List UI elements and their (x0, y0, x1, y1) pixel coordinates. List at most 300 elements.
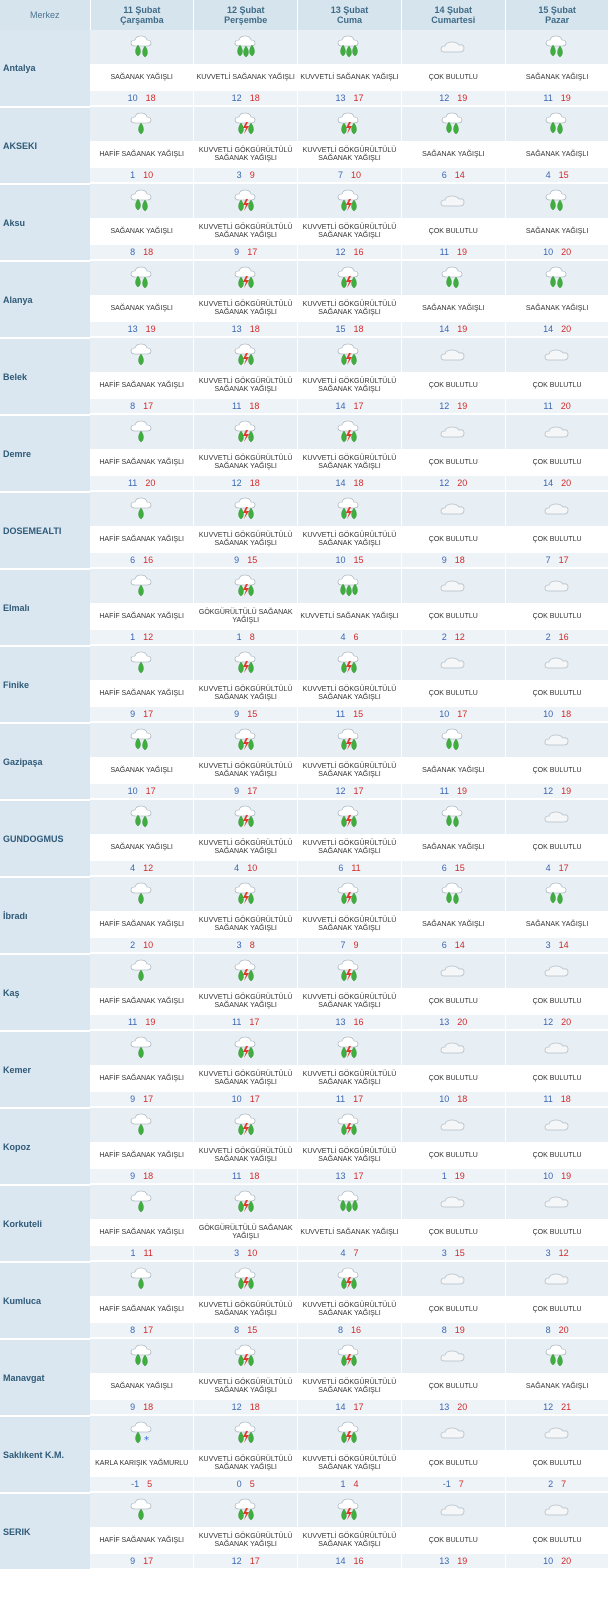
max-temperature: 17 (249, 1017, 260, 1027)
city-name[interactable]: Kaş (0, 954, 90, 1031)
mostly-cloudy-icon (506, 800, 609, 834)
light-shower-rain-icon (90, 492, 193, 526)
min-temperature: 2 (545, 632, 551, 642)
temperature-range (298, 553, 401, 569)
day-forecast-cell (298, 1416, 402, 1493)
thunderstorm-shower-icon (194, 723, 297, 757)
max-temperature: 17 (249, 1094, 260, 1104)
temperature-range (194, 1554, 297, 1570)
day-forecast-cell (90, 1185, 194, 1262)
day-header (401, 0, 505, 30)
temperature-range (402, 399, 505, 415)
temperature-range (298, 630, 401, 646)
min-temperature: 3 (545, 940, 551, 950)
weather-description: KUVVETLİ GÖKGÜRÜLTÜLÜ SAĞANAK YAĞIŞLI (194, 757, 297, 784)
weather-description: KUVVETLİ GÖKGÜRÜLTÜLÜ SAĞANAK YAĞIŞLI (194, 1065, 297, 1092)
weather-description: KUVVETLİ GÖKGÜRÜLTÜLÜ SAĞANAK YAĞIŞLI (194, 1373, 297, 1400)
max-temperature: 7 (561, 1479, 567, 1489)
min-temperature: 1 (340, 1479, 346, 1489)
day-forecast-cell (401, 30, 505, 107)
light-shower-rain-icon (90, 954, 193, 988)
weather-description: SAĞANAK YAĞIŞLI (402, 141, 505, 168)
max-temperature: 20 (561, 478, 572, 488)
weather-description: ÇOK BULUTLU (506, 449, 609, 476)
day-forecast-cell (90, 1339, 194, 1416)
max-temperature: 19 (457, 324, 468, 334)
weather-description: KUVVETLİ GÖKGÜRÜLTÜLÜ SAĞANAK YAĞIŞLI (298, 1450, 401, 1477)
temperature-range (90, 1323, 193, 1339)
temperature-range (402, 1323, 505, 1339)
max-temperature: 4 (353, 1479, 359, 1489)
day-forecast-cell (194, 1185, 298, 1262)
temperature-range (90, 1400, 193, 1416)
day-forecast-cell (90, 492, 194, 569)
min-temperature: 9 (234, 786, 240, 796)
min-temperature: 12 (231, 1402, 242, 1412)
weather-description: KUVVETLİ GÖKGÜRÜLTÜLÜ SAĞANAK YAĞIŞLI (298, 449, 401, 476)
thunderstorm-shower-icon (194, 1493, 297, 1527)
min-temperature: 10 (439, 1094, 450, 1104)
min-temperature: 13 (439, 1402, 450, 1412)
day-forecast-cell (401, 1108, 505, 1185)
city-name[interactable]: Gazipaşa (0, 723, 90, 800)
city-name[interactable]: Finike (0, 646, 90, 723)
weather-description: KUVVETLİ GÖKGÜRÜLTÜLÜ SAĞANAK YAĞIŞLI (298, 680, 401, 707)
temperature-range (194, 938, 297, 954)
min-temperature: 11 (232, 1171, 242, 1181)
day-forecast-cell (298, 877, 402, 954)
day-forecast-cell (401, 107, 505, 184)
weather-description: HAFİF SAĞANAK YAĞIŞLI (90, 988, 193, 1015)
temperature-range (506, 861, 609, 877)
weather-description: ÇOK BULUTLU (506, 757, 609, 784)
city-name[interactable]: İbradı (0, 877, 90, 954)
weather-description: ÇOK BULUTLU (402, 1296, 505, 1323)
day-forecast-cell (505, 1262, 609, 1339)
min-temperature: -1 (442, 1479, 451, 1489)
max-temperature: 16 (558, 632, 569, 642)
mostly-cloudy-icon (402, 338, 505, 372)
heavy-shower-rain-icon (194, 30, 297, 64)
city-name[interactable]: GUNDOGMUS (0, 800, 90, 877)
day-forecast-cell (90, 954, 194, 1031)
weather-description: KUVVETLİ SAĞANAK YAĞIŞLI (194, 64, 297, 91)
max-temperature: 18 (249, 93, 260, 103)
day-header (90, 0, 194, 30)
max-temperature: 20 (561, 1556, 572, 1566)
weather-description: HAFİF SAĞANAK YAĞIŞLI (90, 141, 193, 168)
thunderstorm-shower-icon (298, 800, 401, 834)
day-forecast-cell (194, 646, 298, 723)
weather-description: ÇOK BULUTLU (402, 680, 505, 707)
max-temperature: 5 (249, 1479, 255, 1489)
city-name[interactable]: Kemer (0, 1031, 90, 1108)
max-temperature: 9 (249, 170, 255, 180)
min-temperature: 3 (236, 170, 242, 180)
min-temperature: 8 (545, 1325, 551, 1335)
day-forecast-cell (401, 877, 505, 954)
day-date: 15 Şubat (538, 5, 576, 15)
day-forecast-cell (90, 338, 194, 415)
temperature-range (90, 938, 193, 954)
weather-description: ÇOK BULUTLU (506, 1296, 609, 1323)
mostly-cloudy-icon (402, 646, 505, 680)
day-forecast-cell (505, 1185, 609, 1262)
weather-description: HAFİF SAĞANAK YAĞIŞLI (90, 911, 193, 938)
city-name[interactable]: DOSEMEALTI (0, 492, 90, 569)
min-temperature: 11 (127, 478, 138, 488)
city-name[interactable]: Aksu (0, 184, 90, 261)
min-temperature: 12 (231, 1556, 242, 1566)
max-temperature: 8 (249, 940, 255, 950)
min-temperature: 1 (441, 1171, 447, 1181)
thunderstorm-shower-icon (194, 184, 297, 218)
day-forecast-cell (194, 1108, 298, 1185)
day-forecast-cell (505, 338, 609, 415)
weather-description: KUVVETLİ GÖKGÜRÜLTÜLÜ SAĞANAK YAĞIŞLI (194, 911, 297, 938)
min-temperature: 11 (232, 1017, 242, 1027)
thunderstorm-shower-icon (194, 1416, 297, 1450)
min-temperature: 4 (545, 863, 551, 873)
weather-description: KUVVETLİ GÖKGÜRÜLTÜLÜ SAĞANAK YAĞIŞLI (298, 218, 401, 245)
mostly-cloudy-icon (506, 646, 609, 680)
temperature-range (194, 91, 297, 107)
temperature-range (90, 707, 193, 723)
max-temperature: 11 (143, 1248, 153, 1258)
max-temperature: 17 (143, 709, 154, 719)
min-temperature: 12 (335, 247, 346, 257)
temperature-range (298, 245, 401, 261)
weather-description: KUVVETLİ GÖKGÜRÜLTÜLÜ SAĞANAK YAĞIŞLI (194, 834, 297, 861)
weather-description: KUVVETLİ SAĞANAK YAĞIŞLI (298, 603, 401, 630)
day-date: 12 Şubat (226, 5, 265, 15)
day-forecast-cell (298, 1339, 402, 1416)
min-temperature: 6 (441, 863, 447, 873)
day-forecast-cell (401, 338, 505, 415)
weather-description: KUVVETLİ GÖKGÜRÜLTÜLÜ SAĞANAK YAĞIŞLI (194, 988, 297, 1015)
forecast-row (0, 1185, 609, 1262)
max-temperature: 16 (353, 1017, 364, 1027)
min-temperature: 9 (234, 247, 240, 257)
thunderstorm-shower-icon (194, 877, 297, 911)
mostly-cloudy-icon (402, 1416, 505, 1450)
max-temperature: 17 (249, 1556, 260, 1566)
temperature-range (402, 322, 505, 338)
day-forecast-cell (401, 1185, 505, 1262)
day-header (505, 0, 609, 30)
max-temperature: 15 (353, 555, 364, 565)
min-temperature: 12 (543, 1017, 554, 1027)
weather-description: SAĞANAK YAĞIŞLI (402, 911, 505, 938)
min-temperature: 9 (441, 555, 447, 565)
thunderstorm-shower-icon (194, 1339, 297, 1373)
weather-description: ÇOK BULUTLU (506, 526, 609, 553)
max-temperature: 20 (561, 324, 572, 334)
day-forecast-cell (401, 1262, 505, 1339)
max-temperature: 17 (145, 786, 156, 796)
weather-description: SAĞANAK YAĞIŞLI (90, 64, 193, 91)
min-temperature: 8 (337, 1325, 343, 1335)
forecast-row (0, 415, 609, 492)
day-forecast-cell (194, 492, 298, 569)
light-shower-rain-icon (90, 1493, 193, 1527)
temperature-range (194, 630, 297, 646)
max-temperature: 18 (249, 324, 260, 334)
city-name[interactable]: AKSEKI (0, 107, 90, 184)
day-forecast-cell (298, 954, 402, 1031)
day-forecast-cell (298, 30, 402, 107)
temperature-range (194, 399, 297, 415)
weather-description: SAĞANAK YAĞIŞLI (90, 757, 193, 784)
day-forecast-cell (90, 877, 194, 954)
thunderstorm-shower-icon (194, 1031, 297, 1065)
shower-rain-icon (506, 261, 609, 295)
temperature-range (194, 476, 297, 492)
max-temperature: 17 (353, 1094, 364, 1104)
max-temperature: 18 (249, 1402, 260, 1412)
temperature-range (506, 707, 609, 723)
max-temperature: 18 (353, 324, 364, 334)
max-temperature: 19 (457, 93, 468, 103)
shower-rain-icon (402, 107, 505, 141)
day-forecast-cell (194, 30, 298, 107)
min-temperature: 14 (335, 478, 346, 488)
city-name[interactable]: Korkuteli (0, 1185, 90, 1262)
max-temperature: 19 (454, 1171, 465, 1181)
min-temperature: 9 (130, 1094, 136, 1104)
temperature-range (402, 784, 505, 800)
max-temperature: 17 (558, 863, 569, 873)
min-temperature: 7 (340, 940, 346, 950)
weather-description: SAĞANAK YAĞIŞLI (506, 218, 609, 245)
day-forecast-cell (298, 1262, 402, 1339)
light-shower-rain-icon (90, 569, 193, 603)
min-temperature: 14 (439, 324, 450, 334)
min-temperature: 2 (130, 940, 136, 950)
thunderstorm-shower-icon (298, 261, 401, 295)
temperature-range (402, 630, 505, 646)
svg-text:*: * (143, 1435, 149, 1446)
max-temperature: 15 (454, 1248, 465, 1258)
mostly-cloudy-icon (402, 492, 505, 526)
temperature-range (194, 784, 297, 800)
max-temperature: 18 (561, 709, 572, 719)
max-temperature: 10 (143, 170, 154, 180)
min-temperature: 4 (340, 632, 346, 642)
max-temperature: 12 (143, 863, 154, 873)
temperature-range (506, 322, 609, 338)
temperature-range (298, 476, 401, 492)
forecast-row (0, 723, 609, 800)
weather-description: KUVVETLİ GÖKGÜRÜLTÜLÜ SAĞANAK YAĞIŞLI (194, 526, 297, 553)
weather-description: ÇOK BULUTLU (402, 64, 505, 91)
min-temperature: 3 (441, 1248, 447, 1258)
weather-description: ÇOK BULUTLU (402, 1373, 505, 1400)
day-forecast-cell (298, 800, 402, 877)
min-temperature: 6 (441, 170, 447, 180)
forecast-row (0, 877, 609, 954)
day-date: 13 Şubat (330, 5, 369, 15)
max-temperature: 5 (147, 1479, 153, 1489)
thunderstorm-shower-icon (298, 877, 401, 911)
temperature-range (506, 1477, 609, 1493)
temperature-range (298, 1015, 401, 1031)
weather-description: SAĞANAK YAĞIŞLI (90, 295, 193, 322)
forecast-row (0, 954, 609, 1031)
temperature-range (402, 1169, 505, 1185)
max-temperature: 18 (560, 1094, 571, 1104)
thunderstorm-shower-icon (298, 1493, 401, 1527)
min-temperature: 9 (130, 709, 136, 719)
day-forecast-cell (90, 1108, 194, 1185)
min-temperature: 1 (130, 632, 136, 642)
temperature-range (90, 861, 193, 877)
min-temperature: 11 (335, 1094, 346, 1104)
weather-description: KUVVETLİ GÖKGÜRÜLTÜLÜ SAĞANAK YAĞIŞLI (298, 1373, 401, 1400)
weather-description: KUVVETLİ GÖKGÜRÜLTÜLÜ SAĞANAK YAĞIŞLI (298, 526, 401, 553)
max-temperature: 6 (353, 632, 359, 642)
min-temperature: -1 (131, 1479, 140, 1489)
temperature-range (298, 322, 401, 338)
heavy-shower-rain-icon (298, 30, 401, 64)
max-temperature: 15 (353, 709, 364, 719)
day-forecast-cell (194, 877, 298, 954)
weather-description: SAĞANAK YAĞIŞLI (506, 141, 609, 168)
min-temperature: 6 (130, 555, 136, 565)
min-temperature: 13 (231, 324, 242, 334)
city-name[interactable]: Saklıkent K.M. (0, 1416, 90, 1493)
max-temperature: 7 (458, 1479, 464, 1489)
temperature-range (298, 938, 401, 954)
shower-rain-icon (90, 184, 193, 218)
weather-description: SAĞANAK YAĞIŞLI (506, 1373, 609, 1400)
max-temperature: 17 (353, 1402, 364, 1412)
mostly-cloudy-icon (506, 954, 609, 988)
max-temperature: 10 (247, 863, 258, 873)
city-name[interactable]: SERIK (0, 1493, 90, 1570)
weather-description: ÇOK BULUTLU (402, 218, 505, 245)
weather-description: KUVVETLİ GÖKGÜRÜLTÜLÜ SAĞANAK YAĞIŞLI (194, 218, 297, 245)
max-temperature: 19 (456, 247, 467, 257)
max-temperature: 10 (350, 170, 361, 180)
thunderstorm-shower-icon (298, 492, 401, 526)
temperature-range (402, 1246, 505, 1262)
temperature-range (90, 1015, 193, 1031)
city-name[interactable]: Kopoz (0, 1108, 90, 1185)
day-forecast-cell (90, 646, 194, 723)
max-temperature: 18 (143, 247, 154, 257)
temperature-range (402, 245, 505, 261)
day-header (194, 0, 298, 30)
temperature-range (506, 476, 609, 492)
city-name[interactable]: Manavgat (0, 1339, 90, 1416)
shower-rain-icon (402, 261, 505, 295)
city-name[interactable]: Elmalı (0, 569, 90, 646)
thunderstorm-shower-icon (298, 954, 401, 988)
forecast-row (0, 1262, 609, 1339)
weather-description: KUVVETLİ GÖKGÜRÜLTÜLÜ SAĞANAK YAĞIŞLI (298, 1527, 401, 1554)
day-forecast-cell (298, 646, 402, 723)
temperature-range (402, 861, 505, 877)
day-weekday: Pazar (545, 15, 570, 25)
thunderstorm-shower-icon (298, 107, 401, 141)
thunderstorm-shower-icon (298, 415, 401, 449)
min-temperature: 14 (543, 324, 554, 334)
thunderstorm-shower-icon (298, 1262, 401, 1296)
day-forecast-cell (90, 184, 194, 261)
light-shower-rain-icon (90, 1108, 193, 1142)
day-forecast-cell (505, 1108, 609, 1185)
day-forecast-cell (401, 1493, 505, 1570)
temperature-range (194, 707, 297, 723)
thunderstorm-shower-icon (194, 1108, 297, 1142)
min-temperature: 12 (543, 786, 554, 796)
min-temperature: 8 (441, 1325, 447, 1335)
max-temperature: 18 (249, 1171, 260, 1181)
weather-description: ÇOK BULUTLU (506, 1219, 609, 1246)
weather-description: KUVVETLİ GÖKGÜRÜLTÜLÜ SAĞANAK YAĞIŞLI (298, 1142, 401, 1169)
max-temperature: 19 (456, 786, 467, 796)
max-temperature: 19 (145, 1017, 156, 1027)
day-forecast-cell (194, 1416, 298, 1493)
day-forecast-cell (401, 646, 505, 723)
temperature-range (90, 168, 193, 184)
temperature-range (402, 1092, 505, 1108)
day-forecast-cell (298, 723, 402, 800)
weather-description: KUVVETLİ GÖKGÜRÜLTÜLÜ SAĞANAK YAĞIŞLI (298, 757, 401, 784)
max-temperature: 17 (143, 401, 154, 411)
max-temperature: 15 (558, 170, 569, 180)
day-forecast-cell (298, 492, 402, 569)
thunderstorm-shower-icon (194, 646, 297, 680)
min-temperature: 10 (231, 1094, 242, 1104)
light-shower-rain-icon (90, 646, 193, 680)
min-temperature: 10 (127, 786, 138, 796)
temperature-range (298, 784, 401, 800)
temperature-range (506, 1015, 609, 1031)
weather-description: KUVVETLİ GÖKGÜRÜLTÜLÜ SAĞANAK YAĞIŞLI (194, 1527, 297, 1554)
city-name[interactable]: Alanya (0, 261, 90, 338)
min-temperature: 13 (127, 324, 138, 334)
city-name[interactable]: Antalya (0, 30, 90, 107)
min-temperature: 13 (439, 1556, 450, 1566)
max-temperature: 18 (249, 401, 260, 411)
city-name[interactable]: Demre (0, 415, 90, 492)
day-forecast-cell (401, 723, 505, 800)
city-name[interactable]: Kumluca (0, 1262, 90, 1339)
temperature-range (298, 168, 401, 184)
thunderstorm-shower-icon (194, 1185, 297, 1219)
thunderstorm-shower-icon (194, 492, 297, 526)
day-forecast-cell (90, 1031, 194, 1108)
min-temperature: 9 (234, 555, 240, 565)
weather-description: ÇOK BULUTLU (506, 1065, 609, 1092)
weather-description: HAFİF SAĞANAK YAĞIŞLI (90, 603, 193, 630)
min-temperature: 14 (543, 478, 554, 488)
temperature-range (90, 1477, 193, 1493)
city-name[interactable]: Belek (0, 338, 90, 415)
shower-rain-icon (90, 723, 193, 757)
max-temperature: 20 (457, 478, 468, 488)
day-forecast-cell (401, 800, 505, 877)
forecast-row (0, 1339, 609, 1416)
min-temperature: 3 (236, 940, 242, 950)
thunderstorm-shower-icon (298, 184, 401, 218)
max-temperature: 20 (457, 1017, 468, 1027)
weather-description: KUVVETLİ GÖKGÜRÜLTÜLÜ SAĞANAK YAĞIŞLI (298, 911, 401, 938)
min-temperature: 9 (130, 1556, 136, 1566)
max-temperature: 19 (560, 93, 571, 103)
